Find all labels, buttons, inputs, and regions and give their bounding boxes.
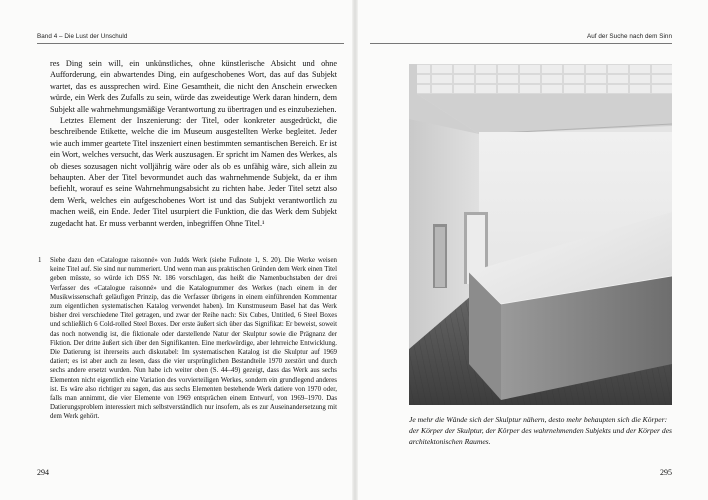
footnote-text: Siehe dazu den «Catalogue raisonné» von Judds Werk (siehe Fußnote 1, S. 20). Die Werke weisen keine Titel auf. Sie sind nur nummeriert. Und wenn man aus praktischen Gründen dem Werk einen Titel geben müsste, so würde ich DSS Nr. 186 vorschlagen, das heißt die Namenbuchstaben der drei Verfasser des «Catalogue raisonné» und die Katalognummer des Werkes (nach einem in der Musikwissenschaft geläufigen Prinzip, das die Verfasser übrigens in einem einführenden Kommentar zum eigentlichen systematischen Katalog verwendet haben). Im Kunstmuseum Basel hat das Werk bisher drei verschiedene Titel getragen, und zwar der Reihe nach: Six Cubes, Untitled, 6 Steel Boxes und schließlich 6 Cold-rolled Steel Boxes. Der erste äußert sich über das Signifikat: Er beweist, soweit das noch notwendig ist, die fiktionale oder darstellende Natur der Skulptur sowie die Prägnanz der Fiktion. Der dritte äußert sich über den Signifikanten. Eine merkwürdige, aber lehrreiche Entwicklung. Die Datierung ist ihrerseits auch diskutabel: Im systematischen Katalog ist die Skulptur auf 1969 datiert; es ist aber auch zu lesen, dass die vier ursprünglichen Bestandteile 1970 zerstört und durch sechs andere ersetzt wurden. Nun habe ich weiter oben (S. 44–49) gezeigt, dass das Werk aus sechs Elementen nicht eigentlich eine Variation des vorvierteiligen Werkes, sondern ein grundlegend anderes ist. Es wäre also richtiger zu sagen, das aus sechs Elementen bestehende Werk datiere von 1970 oder, falls man annimmt, die vier Elemente von 1969 entsprächen einem Entwurf, von 1969–1970. Das Datierungsproblem interessiert mich selbstverständlich nur insofern, als es zur Auseinandersetzung mit dem Werk gehört.: [50, 257, 337, 421]
running-header-left: Band 4 – Die Lust der Unschuld: [37, 33, 128, 40]
book-gutter: [352, 0, 358, 500]
running-header-right: Auf der Suche nach dem Sinn: [586, 33, 672, 40]
page-number-left: 294: [37, 468, 49, 477]
page-number-right: 295: [660, 468, 672, 477]
header-rule-right: [370, 43, 672, 44]
body-paragraph: res Ding sein will, ein unkünstliches, ohne künstlerische Absicht und ohne Aufforderung, ein abwartendes Ding, ein aufgeschobenes Wort, das auf das Subjekt wartet, das es aussprechen wird. Eine Gesamtheit, die nicht den Anschein erwecken würde, ein Werk des Zufalls zu sein, würde das zweideutige Werk daran hindern, dem Subjekt alle wahrnehmungsmäßige Verantwortung zu übertragen und es einzubeziehen.: [50, 59, 337, 114]
header-rule-left: [37, 43, 344, 44]
footnote: [38, 256, 337, 422]
photo-caption: Je mehr die Wände sich der Skulptur nähern, desto mehr behaupten sich die Körper: der Körper der Skulptur, der Körper des wahrnehmenden Subjekts und der Körper des architektonischen Raumes.: [409, 415, 673, 447]
gallery-photo: [409, 64, 672, 405]
body-paragraph: Letztes Element der Inszenierung: der Titel, oder konkreter ausgedrückt, die beschreibende Etikette, welche die im Museum ausgestellten Werke begleitet. Jeder wie auch immer geartete Titel inszeniert einen bestimmten semantischen Bereich. Er ist ein Wort, welches versucht, das Werk auszusagen. Er spricht im Namen des Werkes, als ob dieses sozusagen nicht volljährig wäre oder als ob es unfähig wäre, sich allein zu behaupten. Aber der Titel bevormundet auch das wahrnehmende Subjekt, da er ihm befiehlt, worauf es seine Wahrnehmungsabsicht zu richten habe. Jeder Titel setzt also dem Werk, welches ein aufgeschobenes Wort ist und das Subjekt verantwortlich zu machen weiß, ein Ende. Jeder Titel usurpiert die Funktion, die das Werk dem Subjekt zugedacht hat. Er muss verbannt werden, inbegriffen Ohne Titel.¹: [50, 116, 338, 228]
body-text: [50, 58, 337, 229]
footnote-number: 1: [38, 257, 42, 264]
